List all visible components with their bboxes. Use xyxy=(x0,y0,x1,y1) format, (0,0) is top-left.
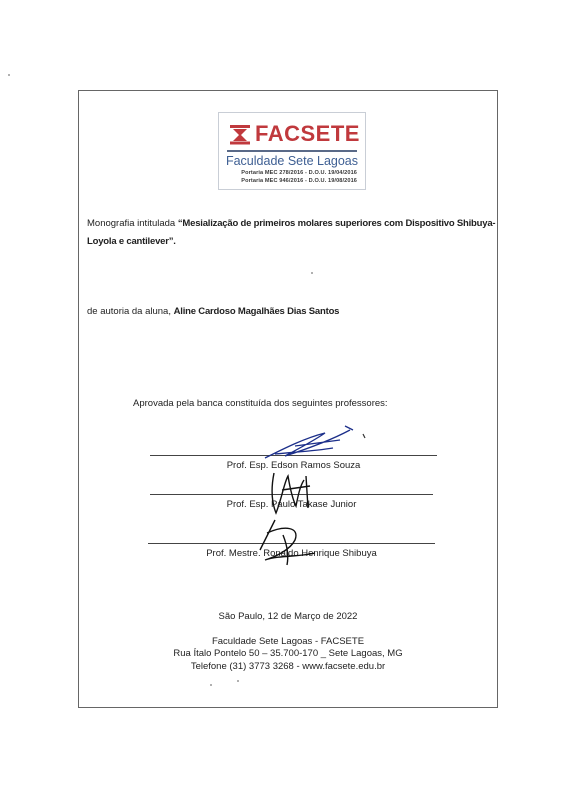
scan-speck xyxy=(8,74,10,76)
footer-line-2: Rua Ítalo Pontelo 50 – 35.700-170 _ Sete Lagoas, MG xyxy=(173,648,403,659)
logo-subtitle: Faculdade Sete Lagoas xyxy=(225,154,359,168)
logo-brand: FACSETE xyxy=(255,121,360,146)
professor-1: Prof. Esp. Edson Ramos Souza xyxy=(226,460,361,471)
scan-speck xyxy=(237,680,239,682)
footer-line-3: Telefone (31) 3773 3268 - www.facsete.edu.br xyxy=(190,661,386,672)
scan-speck xyxy=(311,272,313,274)
professor-2: Prof. Esp. Paulo Takase Junior xyxy=(226,499,357,510)
autoria-name: Aline Cardoso Magalhães Dias Santos xyxy=(173,306,340,317)
autoria-line xyxy=(87,306,339,317)
aprovacao-text: Aprovada pela banca constituída dos seguintes professores: xyxy=(133,398,388,409)
monografia-line-1 xyxy=(87,218,495,229)
monografia-title-1: “Mesialização de primeiros molares superiores com Dispositivo Shibuya- xyxy=(177,218,496,229)
footer-line-1: Faculdade Sete Lagoas - FACSETE xyxy=(211,636,365,647)
monografia-intro: Monografia intitulada xyxy=(87,218,176,229)
facsete-mark-icon xyxy=(229,123,251,145)
professor-3: Prof. Mestre. Ronaldo Henrique Shibuya xyxy=(206,548,377,559)
scan-speck xyxy=(210,684,212,686)
local-data: São Paulo, 12 de Março de 2022 xyxy=(218,611,358,622)
monografia-title-2: Loyola e cantilever”. xyxy=(87,236,176,247)
autoria-intro: de autoria da aluna, xyxy=(87,306,171,317)
signature-scribble-3 xyxy=(245,515,325,570)
logo-divider xyxy=(227,150,357,152)
facsete-logo xyxy=(218,112,366,190)
signature-scribble-1 xyxy=(255,418,375,468)
logo-portaria-2: Portaria MEC 946/2016 - D.O.U. 19/08/2016 xyxy=(241,178,357,184)
logo-portaria-1: Portaria MEC 278/2016 - D.O.U. 19/04/2016 xyxy=(241,170,357,176)
